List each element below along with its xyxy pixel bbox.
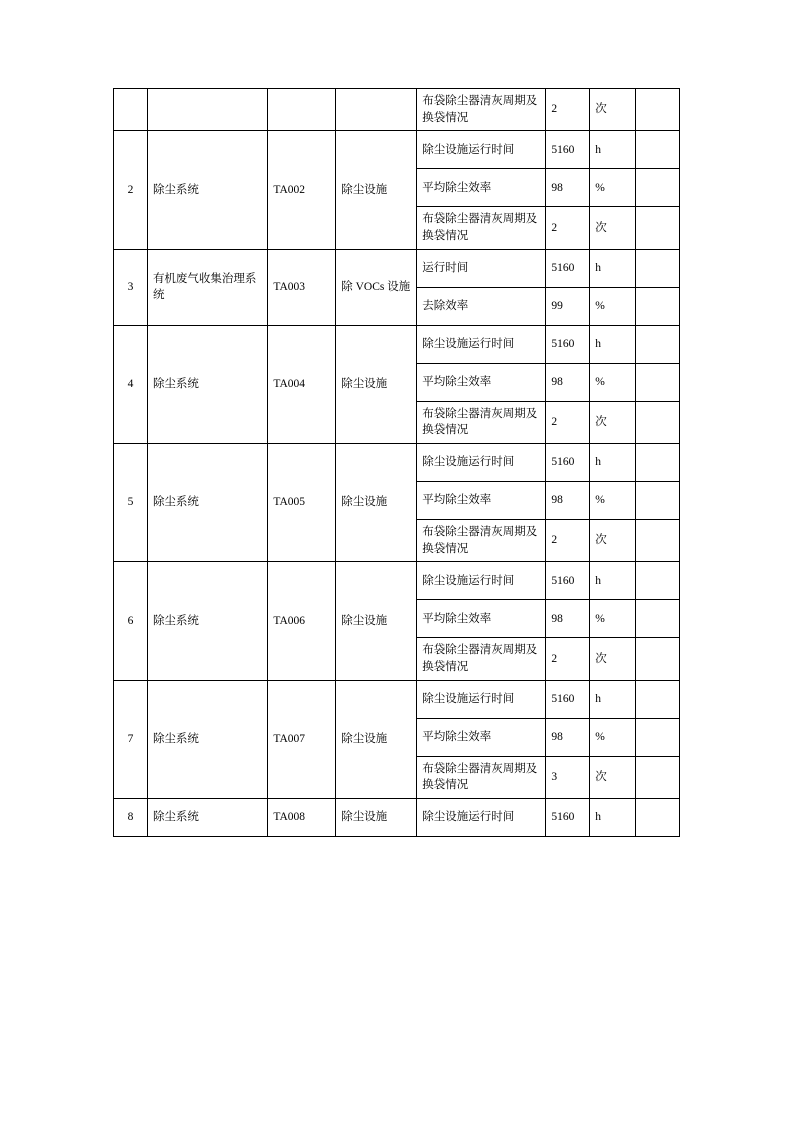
table-row bbox=[114, 89, 680, 131]
cell-value: 98 bbox=[546, 482, 590, 520]
cell-remark bbox=[636, 718, 680, 756]
cell-unit: h bbox=[590, 680, 636, 718]
cell-system: 除尘系统 bbox=[147, 562, 267, 680]
cell-item: 除尘设施运行时间 bbox=[417, 562, 546, 600]
cell-code: TA008 bbox=[268, 799, 336, 837]
table-row bbox=[114, 799, 680, 837]
cell-remark bbox=[636, 89, 680, 131]
cell-unit: % bbox=[590, 287, 636, 325]
cell-remark bbox=[636, 600, 680, 638]
cell-code: TA003 bbox=[268, 249, 336, 325]
cell-system bbox=[147, 89, 267, 131]
cell-remark bbox=[636, 249, 680, 287]
cell-no: 5 bbox=[114, 444, 148, 562]
cell-no: 7 bbox=[114, 680, 148, 798]
cell-unit: % bbox=[590, 482, 636, 520]
cell-item: 布袋除尘器清灰周期及换袋情况 bbox=[417, 638, 546, 680]
cell-no bbox=[114, 89, 148, 131]
cell-item: 布袋除尘器清灰周期及换袋情况 bbox=[417, 89, 546, 131]
cell-facility: 除尘设施 bbox=[336, 444, 417, 562]
cell-remark bbox=[636, 444, 680, 482]
table-row bbox=[114, 131, 680, 169]
cell-item: 平均除尘效率 bbox=[417, 363, 546, 401]
cell-no: 6 bbox=[114, 562, 148, 680]
cell-code bbox=[268, 89, 336, 131]
cell-facility: 除 VOCs 设施 bbox=[336, 249, 417, 325]
cell-system: 除尘系统 bbox=[147, 131, 267, 249]
cell-item: 除尘设施运行时间 bbox=[417, 680, 546, 718]
cell-unit: h bbox=[590, 325, 636, 363]
cell-value: 2 bbox=[546, 638, 590, 680]
cell-unit: % bbox=[590, 600, 636, 638]
cell-value: 5160 bbox=[546, 249, 590, 287]
cell-code: TA004 bbox=[268, 325, 336, 443]
cell-item: 平均除尘效率 bbox=[417, 718, 546, 756]
cell-facility: 除尘设施 bbox=[336, 131, 417, 249]
cell-code: TA002 bbox=[268, 131, 336, 249]
cell-remark bbox=[636, 680, 680, 718]
cell-facility: 除尘设施 bbox=[336, 799, 417, 837]
cell-no: 4 bbox=[114, 325, 148, 443]
pollution-control-facility-table bbox=[113, 88, 680, 837]
cell-remark bbox=[636, 325, 680, 363]
cell-remark bbox=[636, 131, 680, 169]
cell-system: 除尘系统 bbox=[147, 680, 267, 798]
cell-item: 布袋除尘器清灰周期及换袋情况 bbox=[417, 401, 546, 443]
table-row bbox=[114, 444, 680, 482]
cell-unit: h bbox=[590, 249, 636, 287]
cell-value: 5160 bbox=[546, 799, 590, 837]
cell-unit: 次 bbox=[590, 520, 636, 562]
cell-value: 5160 bbox=[546, 131, 590, 169]
cell-remark bbox=[636, 562, 680, 600]
table-row bbox=[114, 325, 680, 363]
cell-item: 布袋除尘器清灰周期及换袋情况 bbox=[417, 520, 546, 562]
cell-unit: % bbox=[590, 363, 636, 401]
cell-unit: h bbox=[590, 444, 636, 482]
cell-unit: h bbox=[590, 131, 636, 169]
cell-value: 2 bbox=[546, 207, 590, 249]
table-row bbox=[114, 249, 680, 287]
cell-item: 除尘设施运行时间 bbox=[417, 799, 546, 837]
cell-unit: % bbox=[590, 718, 636, 756]
cell-value: 5160 bbox=[546, 562, 590, 600]
table-row bbox=[114, 680, 680, 718]
cell-value: 5160 bbox=[546, 680, 590, 718]
table-container bbox=[113, 88, 680, 837]
cell-item: 去除效率 bbox=[417, 287, 546, 325]
cell-value: 99 bbox=[546, 287, 590, 325]
cell-item: 除尘设施运行时间 bbox=[417, 444, 546, 482]
cell-unit: 次 bbox=[590, 401, 636, 443]
cell-value: 98 bbox=[546, 169, 590, 207]
cell-value: 98 bbox=[546, 600, 590, 638]
cell-item: 平均除尘效率 bbox=[417, 169, 546, 207]
cell-value: 2 bbox=[546, 89, 590, 131]
cell-item: 布袋除尘器清灰周期及换袋情况 bbox=[417, 756, 546, 798]
cell-item: 除尘设施运行时间 bbox=[417, 325, 546, 363]
cell-remark bbox=[636, 287, 680, 325]
cell-value: 2 bbox=[546, 401, 590, 443]
cell-item: 布袋除尘器清灰周期及换袋情况 bbox=[417, 207, 546, 249]
cell-remark bbox=[636, 363, 680, 401]
cell-value: 98 bbox=[546, 363, 590, 401]
cell-unit: % bbox=[590, 169, 636, 207]
cell-item: 运行时间 bbox=[417, 249, 546, 287]
cell-facility bbox=[336, 89, 417, 131]
cell-item: 平均除尘效率 bbox=[417, 600, 546, 638]
cell-remark bbox=[636, 207, 680, 249]
cell-unit: 次 bbox=[590, 638, 636, 680]
cell-no: 2 bbox=[114, 131, 148, 249]
cell-system: 除尘系统 bbox=[147, 799, 267, 837]
cell-unit: 次 bbox=[590, 207, 636, 249]
cell-remark bbox=[636, 401, 680, 443]
cell-value: 3 bbox=[546, 756, 590, 798]
cell-system: 除尘系统 bbox=[147, 444, 267, 562]
cell-unit: h bbox=[590, 562, 636, 600]
table-row bbox=[114, 562, 680, 600]
cell-code: TA006 bbox=[268, 562, 336, 680]
cell-code: TA007 bbox=[268, 680, 336, 798]
cell-value: 2 bbox=[546, 520, 590, 562]
cell-value: 98 bbox=[546, 718, 590, 756]
cell-unit: 次 bbox=[590, 89, 636, 131]
cell-no: 8 bbox=[114, 799, 148, 837]
cell-facility: 除尘设施 bbox=[336, 680, 417, 798]
cell-system: 有机废气收集治理系统 bbox=[147, 249, 267, 325]
cell-remark bbox=[636, 799, 680, 837]
cell-system: 除尘系统 bbox=[147, 325, 267, 443]
cell-unit: 次 bbox=[590, 756, 636, 798]
cell-remark bbox=[636, 169, 680, 207]
cell-code: TA005 bbox=[268, 444, 336, 562]
cell-no: 3 bbox=[114, 249, 148, 325]
cell-item: 平均除尘效率 bbox=[417, 482, 546, 520]
cell-facility: 除尘设施 bbox=[336, 325, 417, 443]
cell-remark bbox=[636, 482, 680, 520]
cell-remark bbox=[636, 756, 680, 798]
cell-item: 除尘设施运行时间 bbox=[417, 131, 546, 169]
table-body bbox=[114, 89, 680, 837]
cell-remark bbox=[636, 638, 680, 680]
cell-value: 5160 bbox=[546, 444, 590, 482]
cell-remark bbox=[636, 520, 680, 562]
cell-value: 5160 bbox=[546, 325, 590, 363]
cell-unit: h bbox=[590, 799, 636, 837]
cell-facility: 除尘设施 bbox=[336, 562, 417, 680]
